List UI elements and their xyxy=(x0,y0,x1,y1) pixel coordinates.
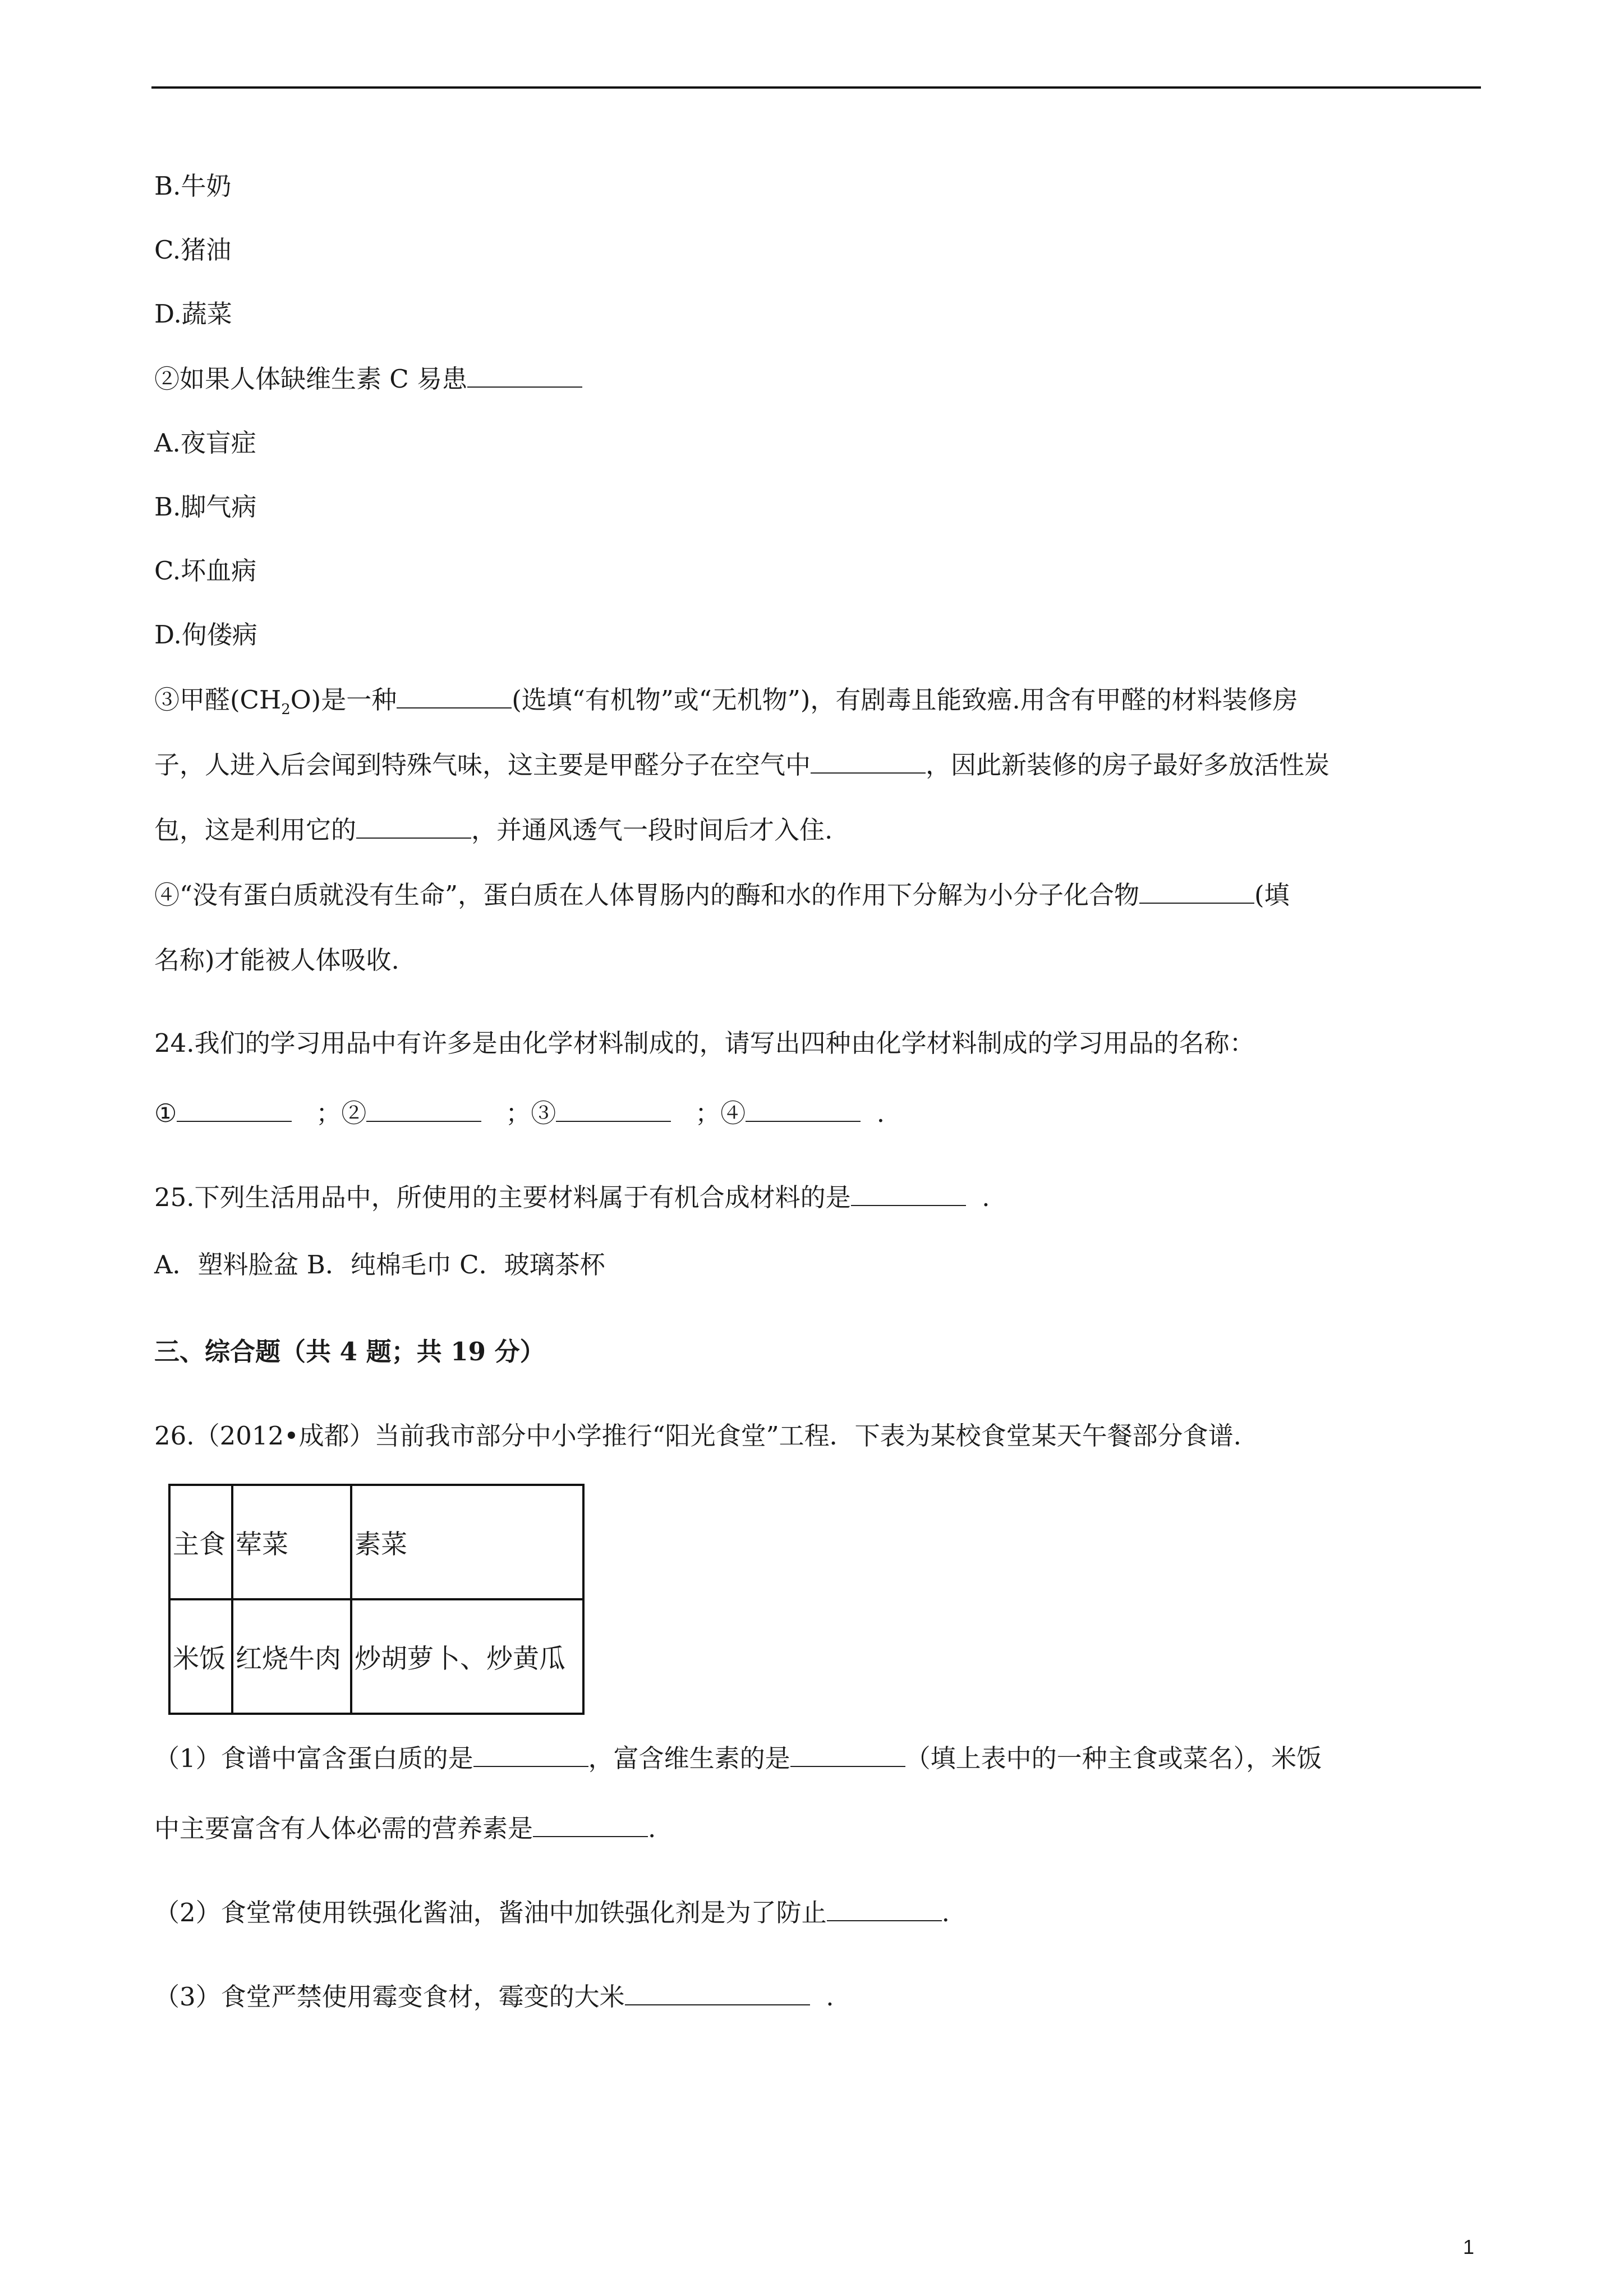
q23-sub2-text: ②如果人体缺维生素 C 易患 xyxy=(154,364,468,394)
answer-blank[interactable] xyxy=(811,750,926,774)
table-row xyxy=(169,1599,583,1714)
table-header-cell: 主食 xyxy=(169,1485,232,1599)
q24-stem: 24.我们的学习用品中有许多是由化学材料制成的，请写出四种由化学材料制成的学习用品的名称： xyxy=(154,1028,1255,1058)
answer-blank[interactable] xyxy=(556,1098,671,1122)
answer-blank[interactable] xyxy=(851,1182,966,1206)
q26-part1-line2: 中主要富含有人体必需的营养素是 . xyxy=(154,1814,656,1843)
answer-blank[interactable] xyxy=(746,1098,861,1122)
section-title: 三、综合题（共 4 题；共 19 分） xyxy=(154,1337,545,1366)
answer-blank[interactable] xyxy=(397,685,512,708)
q26-part1-line1: （1）食谱中富含蛋白质的是 ，富含维生素的是 （填上表中的一种主食或菜名），米饭 xyxy=(154,1743,1322,1773)
q23-sub2-option-d: D.佝偻病 xyxy=(154,620,257,650)
answer-blank[interactable] xyxy=(467,364,582,388)
table-cell: 红烧牛肉 xyxy=(232,1599,351,1714)
menu-table xyxy=(168,1484,585,1715)
q26-part3: （3）食堂严禁使用霉变食材，霉变的大米 . xyxy=(154,1982,834,2012)
q26-part2: （2）食堂常使用铁强化酱油，酱油中加铁强化剂是为了防止 . xyxy=(154,1898,950,1927)
q23-sub3-line1: ③甲醛$(CH_2O)$是一种 (选填“有机物”或“无机物”)，有剧毒且能致癌.用含有甲醛的材料装修房 xyxy=(154,685,1298,718)
q24-blanks: ① ；② ；③ ；④ . xyxy=(154,1098,885,1128)
answer-blank[interactable] xyxy=(473,1743,588,1767)
q23-option-d: D.蔬菜 xyxy=(154,299,232,329)
table-header-cell: 素菜 xyxy=(351,1485,583,1599)
q26-stem: 26.（2012•成都）当前我市部分中小学推行“阳光食堂”工程．下表为某校食堂某天午餐部分食谱. xyxy=(154,1421,1241,1451)
answer-blank[interactable] xyxy=(827,1898,942,1921)
q23-sub3-line3: 包，这是利用它的 ，并通风透气一段时间后才入住. xyxy=(154,815,833,845)
q23-option-b: B.牛奶 xyxy=(154,171,232,201)
q23-sub4-line1: ④“没有蛋白质就没有生命”，蛋白质在人体胃肠内的酶和水的作用下分解为小分子化合物 (填 xyxy=(154,880,1290,910)
answer-blank[interactable] xyxy=(177,1098,292,1122)
q23-sub4-line2: 名称)才能被人体吸收. xyxy=(154,945,399,975)
answer-blank[interactable] xyxy=(533,1814,648,1837)
q23-sub3-line2: 子，人进入后会闻到特殊气味，这主要是甲醛分子在空气中 ，因此新装修的房子最好多放活性炭 xyxy=(154,750,1330,780)
answer-blank[interactable] xyxy=(790,1743,905,1767)
answer-blank[interactable] xyxy=(625,1982,810,2005)
q23-option-c: C.猪油 xyxy=(154,235,232,265)
table-header-cell: 荤菜 xyxy=(232,1485,351,1599)
answer-blank[interactable] xyxy=(366,1098,481,1122)
answer-blank[interactable] xyxy=(356,815,471,839)
q23-sub2-option-a: A.夜盲症 xyxy=(154,428,256,458)
table-cell: 米饭 xyxy=(169,1599,232,1714)
q25-options: A．塑料脸盆 B．纯棉毛巾 C．玻璃茶杯 xyxy=(154,1250,605,1280)
table-row xyxy=(169,1485,583,1599)
table-cell: 炒胡萝卜、炒黄瓜 xyxy=(351,1599,583,1714)
header-rule xyxy=(151,86,1481,89)
q23-sub2-option-b: B.脚气病 xyxy=(154,492,257,522)
answer-blank[interactable] xyxy=(1139,880,1254,904)
q23-sub2-option-c: C.坏血病 xyxy=(154,556,257,586)
page-number: 1 xyxy=(1463,2235,1475,2258)
q25-stem: 25.下列生活用品中，所使用的主要材料属于有机合成材料的是 . xyxy=(154,1182,990,1212)
subscript: 2 xyxy=(281,701,291,718)
q23-sub2-stem xyxy=(154,362,582,396)
